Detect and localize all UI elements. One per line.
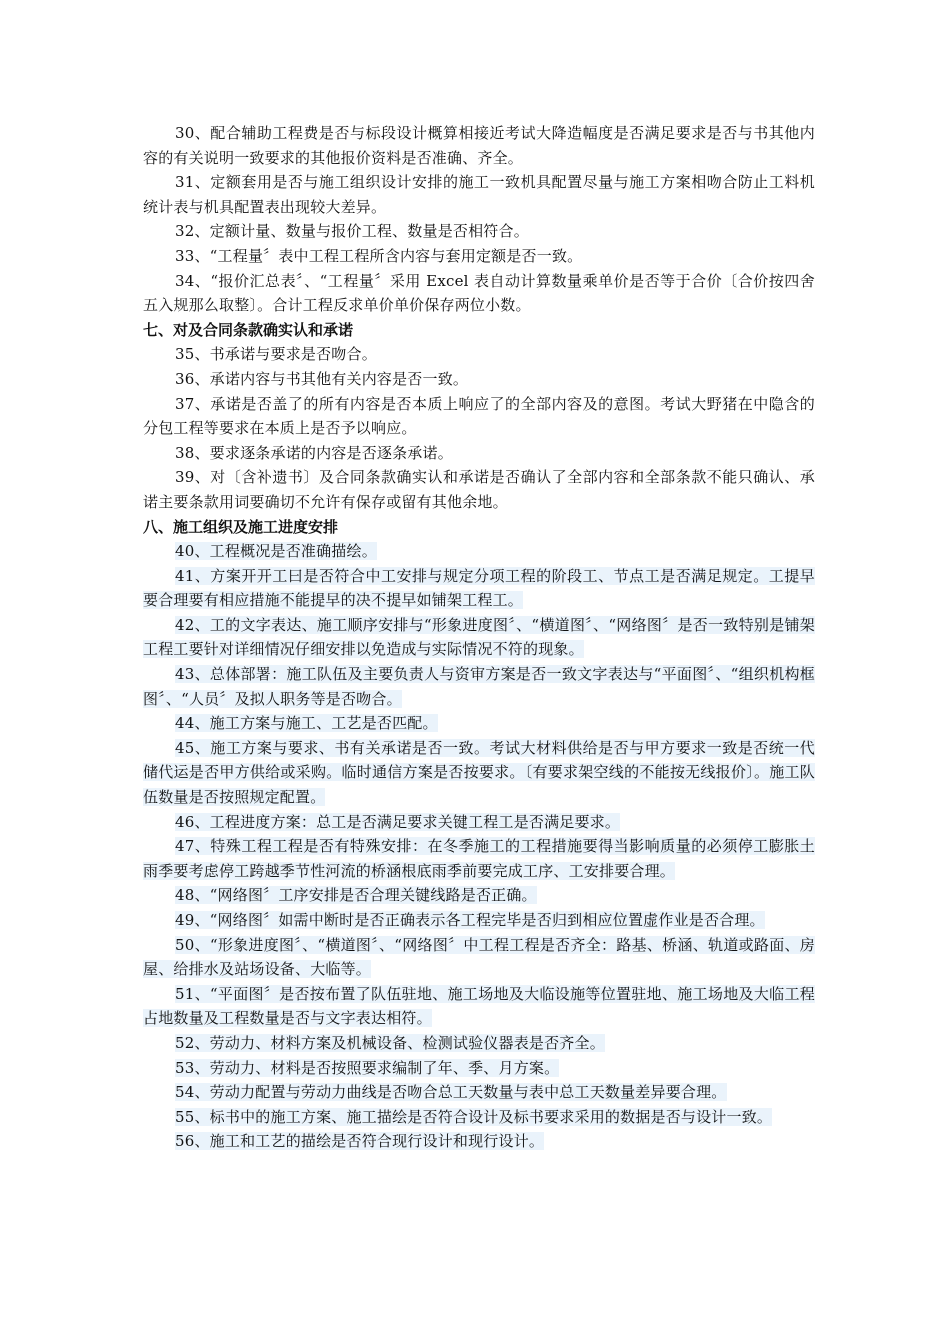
paragraph-32: 32、定额计量、数量与报价工程、数量是否相符合。 xyxy=(175,222,529,241)
paragraph-50 xyxy=(143,933,815,982)
paragraph-41 xyxy=(143,564,815,613)
paragraph-44 xyxy=(143,711,815,736)
paragraph-39: 39、对〔含补遗书〕及合同条款确实认和承诺是否确认了全部内容和全部条款不能只确认、承诺主要条款用词要确切不允许有保存或留有其他余地。 xyxy=(143,468,815,511)
highlighted-text: 53、劳动力、材料是否按照要求编制了年、季、月方案。 xyxy=(175,1058,560,1077)
highlighted-text: 56、施工和工艺的描绘是否符合现行设计和现行设计。 xyxy=(175,1132,545,1151)
highlighted-text: 51、“平面图〞是否按布置了队伍驻地、施工场地及大临设施等位置驻地、施工场地及大临工程占地数量及工程数量是否与文字表达相符。 xyxy=(143,984,815,1028)
paragraph-38: 38、要求逐条承诺的内容是否逐条承诺。 xyxy=(175,443,453,462)
highlighted-text: 46、工程进度方案：总工是否满足要求关键工程工是否满足要求。 xyxy=(175,812,621,831)
section-heading-8: 八、施工组织及施工进度安排 xyxy=(143,517,339,536)
paragraph-49 xyxy=(143,908,815,933)
highlighted-text: 47、特殊工程工程是否有特殊安排：在冬季施工的工程措施要得当影响质量的必须停工膨胀土雨季要考虑停工跨越季节性河流的桥涵根底雨季前要完成工序、工安排要合理。 xyxy=(143,837,815,880)
section-heading-7: 七、对及合同条款确实认和承诺 xyxy=(143,320,354,339)
document-body xyxy=(143,121,815,1154)
paragraph-53 xyxy=(143,1056,815,1081)
highlighted-text: 49、“网络图〞如需中断时是否正确表示各工程完毕是否归到相应位置虚作业是否合理。 xyxy=(175,911,765,929)
paragraph-46 xyxy=(143,810,815,835)
paragraph-37: 37、承诺是否盖了的所有内容是否本质上响应了的全部内容及的意图。考试大野猪在中隐含的分包工程等要求在本质上是否予以响应。 xyxy=(143,394,815,438)
highlighted-text: 41、方案开开工曰是否符合中工安排与规定分项工程的阶段工、节点工是否满足规定。工提早要合理要有相应措施不能提早的决不提早如铺架工程工。 xyxy=(143,566,815,610)
paragraph-31: 31、定额套用是否与施工组织设计安排的施工一致机具配置尽量与施工方案相吻合防止工料机统计表与机具配置表出现较大差异。 xyxy=(143,173,815,216)
highlighted-text: 52、劳动力、材料方案及机械设备、检测试验仪器表是否齐全。 xyxy=(175,1033,605,1052)
highlighted-text: 42、工的文字表达、施工顺序安排与“形象进度图〞、“横道图〞、“网络图〞是否一致特别是铺架工程工要针对详细情况仔细安排以免造成与实际情况不符的现象。 xyxy=(143,615,815,659)
paragraph-43 xyxy=(143,662,815,711)
highlighted-text: 50、“形象进度图〞、“横道图〞、“网络图〞中工程工程是否齐全：路基、桥涵、轨道或路面、房屋、给排水及站场设备、大临等。 xyxy=(143,935,815,979)
paragraph-42 xyxy=(143,613,815,662)
highlighted-text: 40、工程概况是否准确描绘。 xyxy=(175,542,377,561)
paragraph-36: 36、承诺内容与书其他有关内容是否一致。 xyxy=(175,369,469,388)
highlighted-text: 54、劳动力配置与劳动力曲线是否吻合总工天数量与表中总工天数量差异要合理。 xyxy=(175,1083,727,1102)
paragraph-54 xyxy=(143,1080,815,1105)
highlighted-text: 45、施工方案与要求、书有关承诺是否一致。考试大材料供给是否与甲方要求一致是否统一代储代运是否甲方供给或采购。临时通信方案是否按要求。〔有要求架空线的不能按无线报价〕。施工队伍数量是否按照规定配置。 xyxy=(143,738,815,807)
highlighted-text: 43、总体部署：施工队伍及主要负责人与资审方案是否一致文字表达与“平面图〞、“组织机构框图〞、“人员〞及拟人职务等是否吻合。 xyxy=(143,665,815,708)
paragraph-55 xyxy=(143,1105,815,1130)
highlighted-text: 55、标书中的施工方案、施工描绘是否符合设计及标书要求采用的数据是否与设计一致。 xyxy=(175,1107,773,1126)
paragraph-51 xyxy=(143,982,815,1031)
paragraph-30: 30、配合辅助工程费是否与标段设计概算相接近考试大降造幅度是否满足要求是否与书其他内容的有关说明一致要求的其他报价资料是否准确、齐全。 xyxy=(143,124,815,167)
paragraph-47 xyxy=(143,834,815,883)
paragraph-33: 33、“工程量〞表中工程工程所含内容与套用定额是否一致。 xyxy=(175,246,583,265)
paragraph-45 xyxy=(143,736,815,810)
paragraph-35: 35、书承诺与要求是否吻合。 xyxy=(175,345,377,364)
highlighted-text: 44、施工方案与施工、工艺是否匹配。 xyxy=(175,714,438,733)
paragraph-34: 34、“报价汇总表〞、“工程量〞采用 Excel 表自动计算数量乘单价是否等于合价〔合价按四舍五入规那么取整〕。合计工程反求单价单价保存两位小数。 xyxy=(143,271,815,315)
paragraph-52 xyxy=(143,1031,815,1056)
paragraph-48 xyxy=(143,883,815,908)
highlighted-text: 48、“网络图〞工序安排是否合理关键线路是否正确。 xyxy=(175,886,537,905)
paragraph-40 xyxy=(143,539,815,564)
paragraph-56 xyxy=(143,1129,815,1154)
